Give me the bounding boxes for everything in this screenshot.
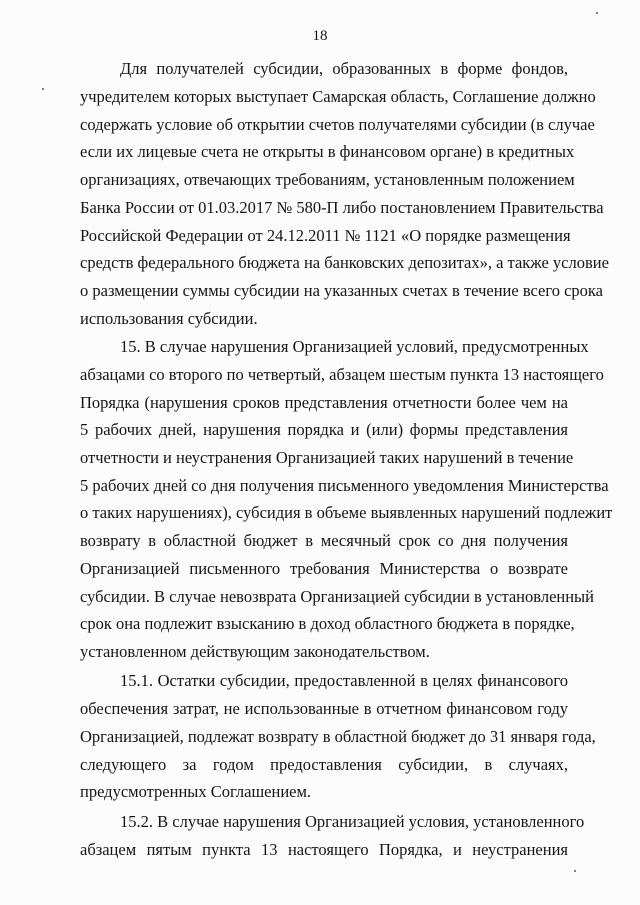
paragraph-line: 15.2. В случае нарушения Организацией условия, установленного	[120, 812, 585, 831]
paragraph-line: Организацией письменного требования Министерства о возврате	[80, 559, 568, 578]
paragraph-line: средств федерального бюджета на банковских депозитах», а также условие	[80, 253, 609, 272]
paragraph-line: обеспечения затрат, не использованные в отчетном финансовом году	[80, 699, 568, 718]
page-number: 18	[312, 28, 328, 44]
paragraph-line: возврату в областной бюджет в месячный срок со дня получения	[80, 531, 568, 550]
paragraph-line: следующего за годом предоставления субсидии, в случаях,	[80, 755, 568, 774]
paragraph-line: 15.1. Остатки субсидии, предоставленной в целях финансового	[120, 671, 568, 690]
paragraph-line: о размещении суммы субсидии на указанных счетах в течение всего срока	[80, 281, 604, 300]
paragraph-line: установленном действующим законодательством.	[80, 642, 430, 661]
paragraph-line: организациях, отвечающих требованиям, установленным положением	[80, 170, 575, 189]
paragraph-line: 5 рабочих дней, нарушения порядка и (или) формы представления	[80, 420, 568, 439]
paragraph-line: срок она подлежит взысканию в доход областного бюджета в порядке,	[80, 614, 575, 633]
scan-speck	[42, 88, 44, 90]
paragraph-line: Порядка (нарушения сроков представления отчетности более чем на	[80, 393, 568, 412]
paragraph-line: Российской Федерации от 24.12.2011 № 1121 «О порядке размещения	[80, 226, 571, 245]
paragraph-line: отчетности и неустранения Организацией таких нарушений в течение	[80, 448, 574, 467]
paragraph-line: Организацией, подлежат возврату в областной бюджет до 31 января года,	[80, 727, 596, 746]
paragraph-line: Банка России от 01.03.2017 № 580-П либо постановлением Правительства	[80, 198, 604, 217]
paragraph-line: субсидии. В случае невозврата Организацией субсидии в установленный	[80, 587, 594, 606]
paragraph-line: абзацем пятым пункта 13 настоящего Порядка, и неустранения	[80, 840, 568, 859]
paragraph-line: содержать условие об открытии счетов получателями субсидии (в случае	[80, 115, 595, 134]
paragraph-line: если их лицевые счета не открыты в финансовом органе) в кредитных	[80, 142, 575, 161]
scan-speck	[574, 870, 576, 872]
paragraph-line: 5 рабочих дней со дня получения письменного уведомления Министерства	[80, 476, 609, 495]
paragraph-line: использования субсидии.	[80, 309, 258, 328]
paragraph-line: о таких нарушениях), субсидия в объеме выявленных нарушений подлежит	[80, 503, 613, 522]
paragraph-line: абзацами со второго по четвертый, абзацем шестым пункта 13 настоящего	[80, 365, 604, 384]
scan-speck	[596, 12, 598, 14]
paragraph-line: учредителем которых выступает Самарская область, Соглашение должно	[80, 87, 596, 106]
paragraph-line: 15. В случае нарушения Организацией условий, предусмотренных	[120, 337, 589, 356]
paragraph-line: предусмотренных Соглашением.	[80, 782, 312, 801]
paragraph-line: Для получателей субсидии, образованных в форме фондов,	[120, 59, 568, 78]
